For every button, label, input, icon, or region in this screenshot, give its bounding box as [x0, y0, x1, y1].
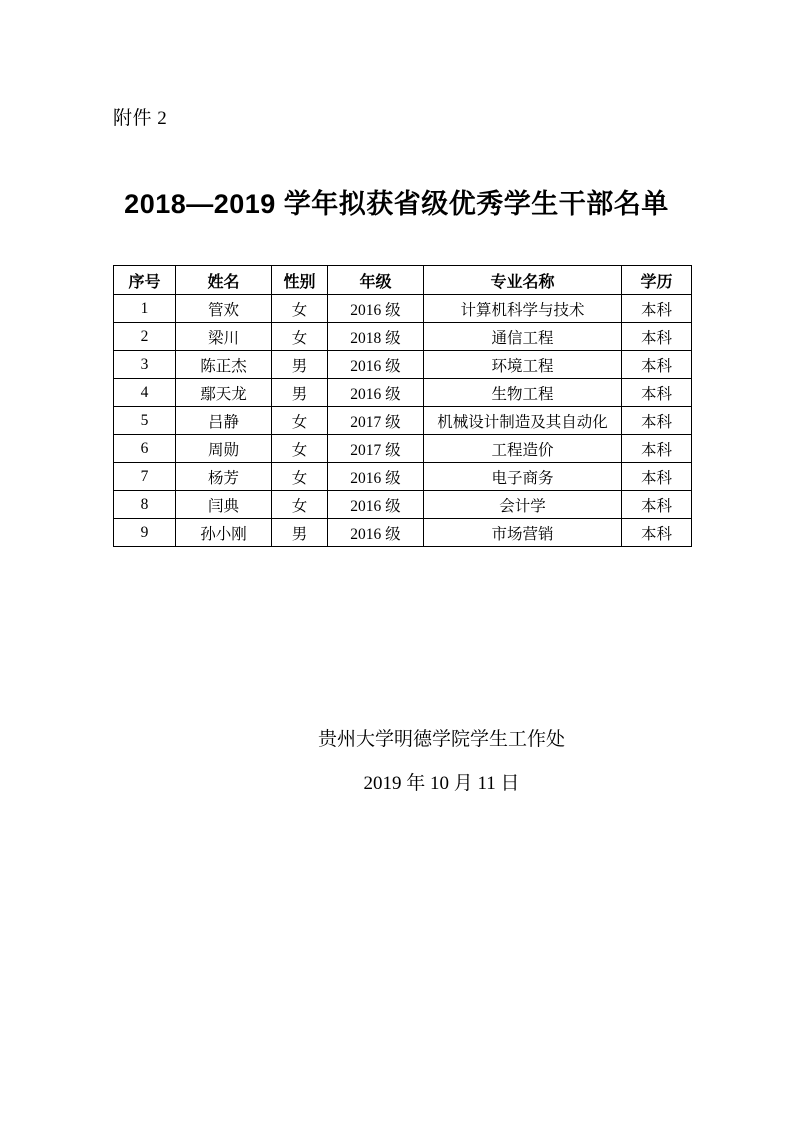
column-header-gender: 性别: [272, 266, 328, 295]
cell-major: 电子商务: [424, 463, 622, 491]
cell-major: 会计学: [424, 491, 622, 519]
cell-gender: 男: [272, 351, 328, 379]
table-row: [114, 519, 692, 547]
attachment-label: 附件 2: [113, 108, 168, 129]
signature-block: [0, 718, 793, 806]
column-header-degree: 学历: [622, 266, 692, 295]
cell-major: 机械设计制造及其自动化: [424, 407, 622, 435]
cell-degree: 本科: [622, 351, 692, 379]
cell-index: 4: [114, 379, 176, 407]
cell-grade: 2017 级: [328, 435, 424, 463]
table-row: [114, 491, 692, 519]
column-header-major: 专业名称: [424, 266, 622, 295]
cell-gender: 女: [272, 491, 328, 519]
cell-gender: 女: [272, 323, 328, 351]
cell-grade: 2018 级: [328, 323, 424, 351]
cell-major: 通信工程: [424, 323, 622, 351]
table-header-row: [114, 266, 692, 295]
cell-name: 梁川: [176, 323, 272, 351]
cell-index: 8: [114, 491, 176, 519]
cell-name: 陈正杰: [176, 351, 272, 379]
cell-degree: 本科: [622, 463, 692, 491]
cell-degree: 本科: [622, 491, 692, 519]
cell-degree: 本科: [622, 519, 692, 547]
cell-grade: 2016 级: [328, 463, 424, 491]
cell-degree: 本科: [622, 407, 692, 435]
column-header-name: 姓名: [176, 266, 272, 295]
table-row: [114, 463, 692, 491]
cell-index: 7: [114, 463, 176, 491]
cell-grade: 2016 级: [328, 351, 424, 379]
column-header-index: 序号: [114, 266, 176, 295]
cell-major: 环境工程: [424, 351, 622, 379]
column-header-grade: 年级: [328, 266, 424, 295]
cell-grade: 2016 级: [328, 379, 424, 407]
cell-index: 2: [114, 323, 176, 351]
cell-major: 工程造价: [424, 435, 622, 463]
cell-major: 生物工程: [424, 379, 622, 407]
cell-grade: 2016 级: [328, 491, 424, 519]
cell-degree: 本科: [622, 295, 692, 323]
cell-grade: 2017 级: [328, 407, 424, 435]
cell-name: 杨芳: [176, 463, 272, 491]
signature-organization: 贵州大学明德学院学生工作处: [317, 729, 565, 750]
cell-name: 闫典: [176, 491, 272, 519]
cell-name: 管欢: [176, 295, 272, 323]
cell-name: 鄢天龙: [176, 379, 272, 407]
cell-gender: 男: [272, 379, 328, 407]
cell-index: 3: [114, 351, 176, 379]
table-row: [114, 295, 692, 323]
cell-grade: 2016 级: [328, 295, 424, 323]
roster-table-container: [113, 265, 691, 547]
cell-major: 市场营销: [424, 519, 622, 547]
cell-grade: 2016 级: [328, 519, 424, 547]
table-row: [114, 407, 692, 435]
table-row: [114, 435, 692, 463]
cell-name: 周勋: [176, 435, 272, 463]
cell-index: 5: [114, 407, 176, 435]
cell-gender: 女: [272, 295, 328, 323]
cell-degree: 本科: [622, 323, 692, 351]
cell-name: 孙小刚: [176, 519, 272, 547]
cell-major: 计算机科学与技术: [424, 295, 622, 323]
cell-gender: 男: [272, 519, 328, 547]
signature-date: 2019 年 10 月 11 日: [363, 773, 520, 794]
table-row: [114, 323, 692, 351]
page-title: 2018—2019 学年拟获省级优秀学生干部名单: [124, 189, 669, 219]
cell-index: 9: [114, 519, 176, 547]
cell-degree: 本科: [622, 379, 692, 407]
cell-degree: 本科: [622, 435, 692, 463]
table-row: [114, 379, 692, 407]
cell-name: 吕静: [176, 407, 272, 435]
cell-index: 6: [114, 435, 176, 463]
cell-index: 1: [114, 295, 176, 323]
cell-gender: 女: [272, 407, 328, 435]
cell-gender: 女: [272, 435, 328, 463]
table-row: [114, 351, 692, 379]
cell-gender: 女: [272, 463, 328, 491]
roster-table: [113, 265, 692, 547]
